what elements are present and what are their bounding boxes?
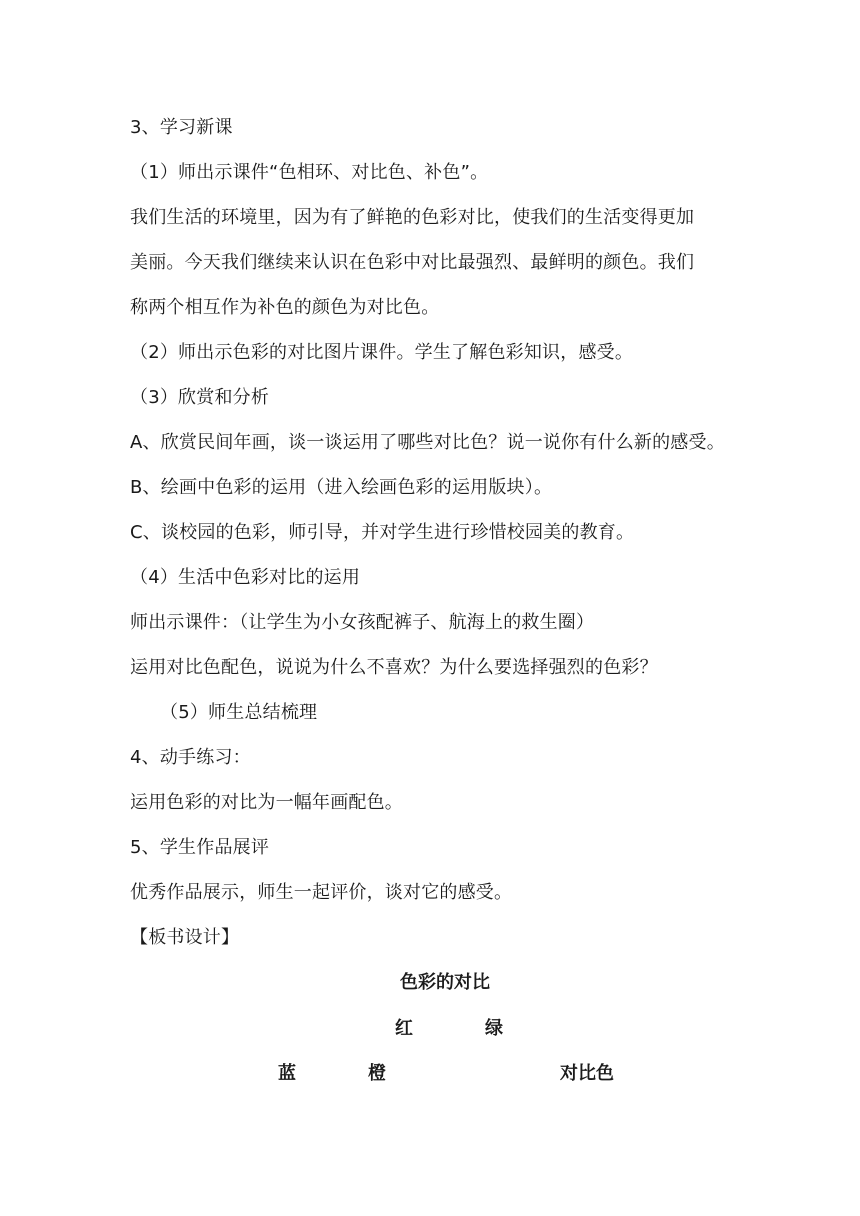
paragraph-line: 优秀作品展示，师生一起评价，谈对它的感受。 — [130, 882, 513, 903]
board-word-green: 绿 — [485, 1018, 503, 1039]
paragraph-line: （2）师出示色彩的对比图片课件。学生了解色彩知识，感受。 — [130, 342, 634, 363]
paragraph-line: A、欣赏民间年画，谈一谈运用了哪些对比色？说一说你有什么新的感受。 — [130, 432, 725, 453]
paragraph-line: （1）师出示课件“色相环、对比色、补色”。 — [130, 162, 489, 183]
section-heading-evaluation: 5、学生作品展评 — [130, 837, 270, 858]
paragraph-line: B、绘画中色彩的运用（进入绘画色彩的运用版块）。 — [130, 477, 553, 498]
section-heading-practice: 4、动手练习： — [130, 747, 251, 768]
board-word-contrast: 对比色 — [560, 1063, 614, 1084]
paragraph-line: 我们生活的环境里，因为有了鲜艳的色彩对比，使我们的生活变得更加 — [130, 207, 695, 228]
paragraph-line: 称两个相互作为补色的颜色为对比色。 — [130, 297, 440, 318]
board-word-blue: 蓝 — [278, 1063, 296, 1084]
paragraph-line: （4）生活中色彩对比的运用 — [130, 567, 361, 588]
board-title: 色彩的对比 — [400, 972, 490, 993]
paragraph-line: 运用对比色配色，说说为什么不喜欢？为什么要选择强烈的色彩？ — [130, 657, 658, 678]
board-word-red: 红 — [395, 1018, 413, 1039]
paragraph-line: （3）欣赏和分析 — [130, 387, 270, 408]
paragraph-line: C、谈校园的色彩，师引导，并对学生进行珍惜校园美的教育。 — [130, 522, 635, 543]
section-heading-learn-new: 3、学习新课 — [130, 117, 233, 138]
paragraph-line: 师出示课件：（让学生为小女孩配裤子、航海上的救生圈） — [130, 612, 595, 633]
paragraph-line: （5）师生总结梳理 — [160, 702, 318, 723]
board-word-orange: 橙 — [368, 1063, 386, 1084]
board-design-heading: 【板书设计】 — [130, 927, 240, 948]
paragraph-line: 美丽。今天我们继续来认识在色彩中对比最强烈、最鲜明的颜色。我们 — [130, 252, 695, 273]
paragraph-line: 运用色彩的对比为一幅年画配色。 — [130, 792, 403, 813]
